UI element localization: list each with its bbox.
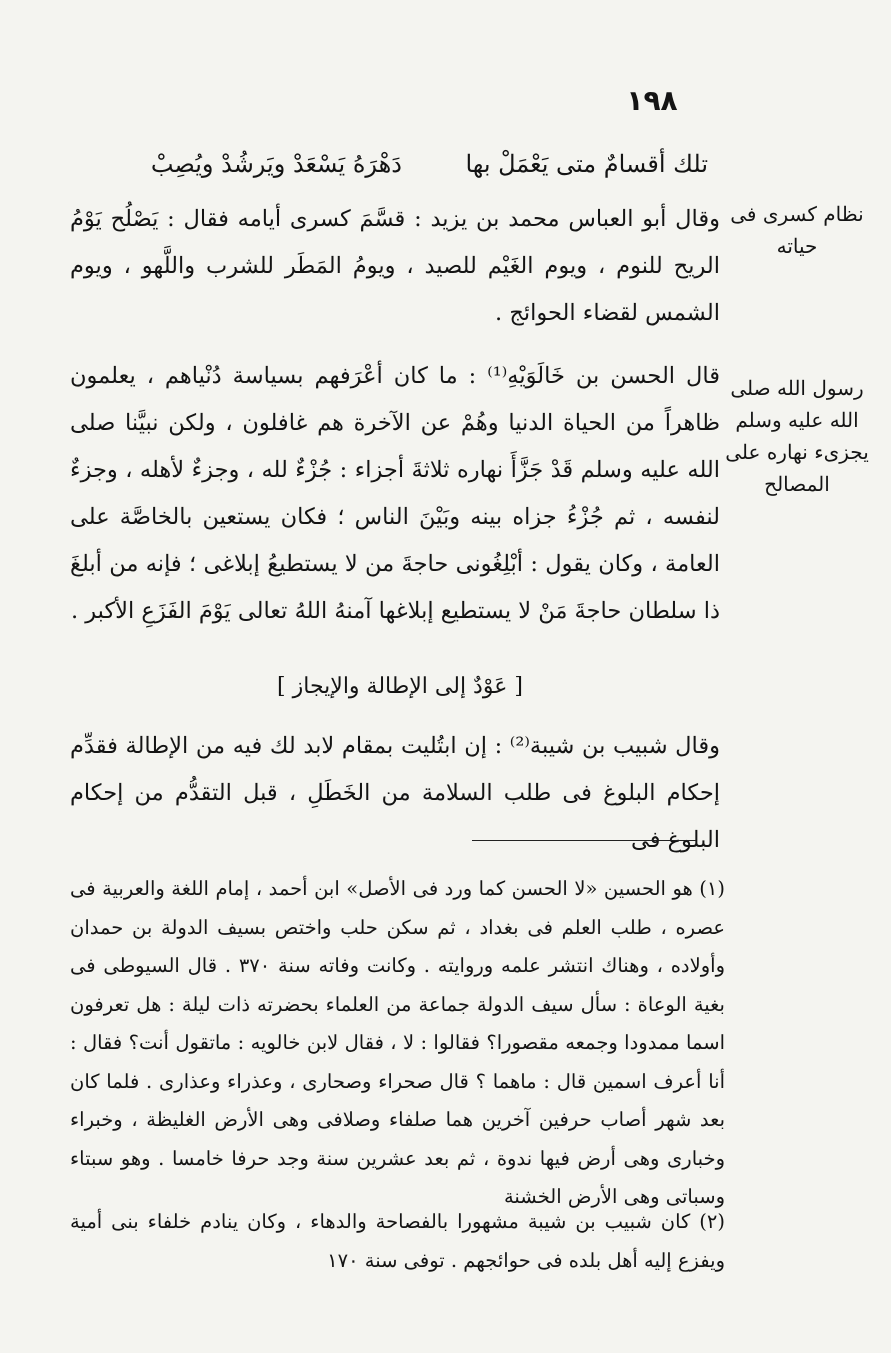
margin-note-kisra: نظام كسرى فى حياته [730,202,864,258]
verse-second-hemistich: دَهْرَهُ يَسْعَدْ ويَرشُدْ ويُصِبْ [150,150,402,178]
section-heading: [ عَوْدٌ إلى الإطالة والإيجاز ] [277,674,523,699]
footnote-1: (١) هو الحسين «لا الحسن كما ورد فى الأصل» ابن أحمد ، إمام اللغة والعربية فى عصره ، طلب العلم فى بغداد ، ثم سكن حلب واختص بسيف الدولة بن حمدان وأولاده ، وهناك انتشر علمه وروايته . وكانت وفاته سنة ٣٧٠ . قال السيوطى فى بغية الوعاة : سأل سيف الدولة جماعة من العلماء بحضرته ذات ليلة : هل تعرفون اسما ممدودا وجمعه مقصورا؟ فقالوا : لا ، فقال لابن خالويه : ماتقول أنت؟ فقال : أنا أعرف اسمين قال : ماهما ؟ قال صحراء وصحارى ، وعذراء وعذارى . فلما كان بعد شهر أصاب حرفين آخرين هما صلفاء وصلافى وهى الأرض الغليظة ، وخبراء وخبارى وهى أرض فيها ندوة ، ثم بعد عشرين سنة وجد حرفا خامسا . وهو سبتاء وسباتى وهى الأرض الخشنة [70,877,725,1208]
paragraph-kisra-days: وقال أبو العباس محمد بن يزيد : قسَّمَ كسرى أيامه فقال : يَصْلُح يَوْمُ الريح للنوم ، ويوم الغَيْم للصيد ، ويومُ المَطَر للشرب واللَّهو ، ويوم الشمس لقضاء الحوائج . [70,206,720,326]
page-number: ١٩٨ [626,84,678,117]
margin-note-prophet: رسول الله صلى الله عليه وسلم يجزىء نهاره على المصالح [725,376,869,496]
paragraph-ibn-khalawayh: قال الحسن بن خَالَوَيْهِ⁽¹⁾ : ما كان أعْرَفهم بسياسة دُنْياهم ، يعلمون ظاهراً من الحياة الدنيا وهُمْ عن الآخرة هم غافلون ، ولكن نبيَّنا صلى الله عليه وسلم قَدْ جَزَّأَ نهاره ثلاثةَ أجزاء : جُزْءٌ لله ، وجزءٌ لأهله ، وجزءٌ لنفسه ، ثم جُزْءُ جزاه بينه وبَيْنَ الناس ؛ فكان يستعين بالخاصَّة على العامة ، وكان يقول : أبْلِغُونى حاجةَ من لا يستطيعُ إبلاغى ؛ فإنه من أبلغَ ذا سلطان حاجةَ مَنْ لا يستطيع إبلاغها آمنهُ اللهُ تعالى يَوْمَ الفَزَعِ الأكبر . [70,363,720,624]
verse-first-hemistich: تلك أقسامٌ متى يَعْمَلْ بها [465,150,708,178]
paragraph-shabib: وقال شبيب بن شيبة⁽²⁾ : إن ابتُليت بمقام لابد لك فيه من الإطالة فقدِّم إحكام البلوغ فى طلب السلامة من الخَطَلِ ، قبل التقدُّم من إحكام البلوغ فى [70,733,721,853]
footnote-divider [472,840,696,841]
footnote-2: (٢) كان شبيب بن شيبة مشهورا بالفصاحة والدهاء ، وكان ينادم خلفاء بنى أمية ويفزع إليه أهل بلده فى حوائجهم . توفى سنة ١٧٠ [70,1210,725,1272]
